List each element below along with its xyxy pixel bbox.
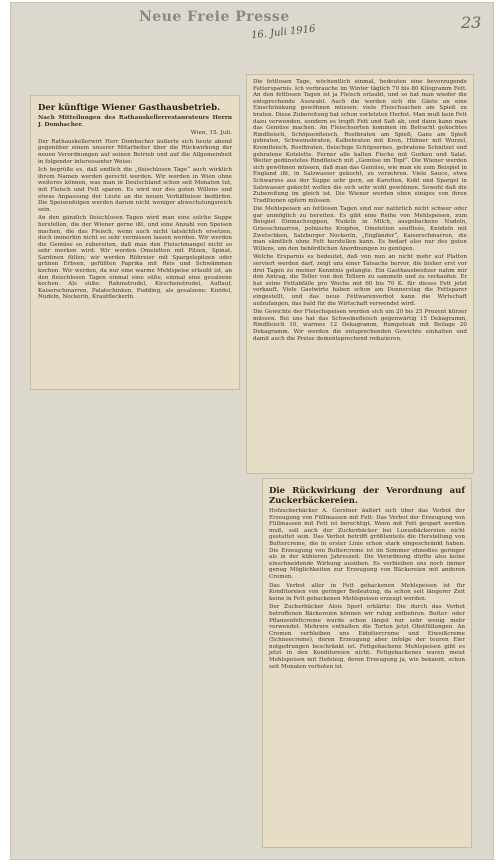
article-headline: Die Rückwirkung der Verordnung auf Zuckerbäckereien.: [269, 486, 465, 506]
article-dateline: Wien, 15. Juli.: [190, 130, 232, 137]
article-paragraph: Hofzuckerbäcker A. Gerstner äußert sich über das Verbot der Erzeugung von Füllmassen mit Fett: Das Verbot der Erzeugung von Füllmassen mit Fett ist berechtigt. Wenn mit Fett gespart werden muß, soll auch der Zuckerbäcker bei Luxusbäckereien nicht gestattet sein. Das Verbot betrifft größtenteils die Herstellung von Buttercreme, die in erster Linie schon stark eingeschränkt haben. Die Erzeugung von Buttercreme ist im Sommer ohnedies geringer als in der kühleren Jahreszeit. Die Verordnung dürfte also keine einschneidende Wirkung ausüben. Es verbleiben uns noch immer genug Möglichkeiten zur Erzeugung von Bäckereien mit anderen Cremen.: [269, 508, 465, 580]
article-paragraph: Das Verbot aller in Fett gebackenen Mehlspeisen ist für Konditoreien von geringer Bedeutung, da schon seit längerer Zeit keine in Fett gebackenen Mehlspeisen erzeugt werden.: [269, 582, 465, 602]
newspaper-masthead: Neue Freie Presse: [139, 9, 290, 25]
article-byline: Nach Mitteilungen des Rathauskellerrestaurateurs Herrn J. Dombacher.: [38, 115, 232, 128]
article-paragraph: An den gänzlich fleischlosen Tagen wird man eine solche Suppe herstellen, die der Wiener gerne ißt, und eine Anzahl von Speisen machen, die das Fleisch, wenn auch nicht tatsächlich ersetzen, doch immerhin nicht so sehr vermissen lassen werden. Wir werden die Gemüse so zubereiten, daß man den Fleischmangel nicht so sehr merken wird. Wir werden Omeletten mit Pilzen, Spinat, Sardinen füllen; wir werden Rühreier mit Spargelspitzen oder grünen Erbsen, gefüllten Paprika mit Reis und Schwämmen kochen. Wir werden, da nur eine warme Mehlspeise erlaubt ist, an den fleischlosen Tagen einmal eine süße, einmal eine gesalzene kochen. Als süße: Rahmstrudel, Kirschenstrudel, Auflauf, Kaiserschmarren, Palatschinken, Pudding, als gesalzene: Knödel, Nudeln, Nockerln, Krautfleckerln.: [38, 215, 232, 301]
article-paragraph: Die Mehlspeisen an fettlosen Tagen sind nur natürlich nicht schwer oder gar unmöglich zu bereiten. Es gibt eine Reihe von Mehlspeisen, zum Beispiel Einmachsuppen, Nudeln in Milch, ausgebackene Nudeln, Griesschmarren, polnische Krapfen, Omeletten souffleés, Knödeln mit Zwetschken, Salzburger Nockerln, „Engländer“, Kaiserschmarren, die man sämtlich ohne Fett herstellen kann. Es bedarf also nur des guten Willens, um den behördlichen Anordnungen zu genügen.: [253, 206, 467, 252]
article-headline: Der künftige Wiener Gasthausbetrieb.: [38, 103, 221, 113]
article-paragraph: Die fettlosen Tage, wöchentlich einmal, bedeuten eine bevorzugende Fettersparnis. Ich verbrauche im Winter täglich 70 bis 80 Kilogramm Fett. An den fettlosen Tagen ist ja Fleisch erlaubt, und so hat man wieder die entsprechende Auswahl. Auch die werden sich die Gäste an eine Einschränkung gewöhnen müssen: viele Fleischsachen am Spieß zu braten. Diese Zubereitung hat schon vorletzten Herbst. Man muß kein Fett dazu verwenden, sondern es tropft Fett und Saft ab, und dann kann man das Gemüse machen. An Fleischsorten kommen im Betracht gekochtes Rindfleisch, Schöpsenfleisch, Rostbraten am Spieß, Gans am Spieß gebraten, Schweinsbraten, Kalbsbraten mit Kren, Hühner mit Wurzel, Kremfleisch, Rostbraten, fleischige Schöpsernes, gebratene Schnitzel und gebratene Koteletts. Ferner alle kalten Fische mit Gurken und Salat. Weiter gedünstetes Rindfleisch mit „Gemüse im Topf“. Die Wiener werden sich gewöhnen müssen, daß man das Gemüse, wie man sie zum Beispiel in England ißt, in Salzwasser gekocht, zu verzehren. Viele Sauce, etwa Schwarzes aus der Suppe sehr gern, an Karotten, Kohl und Spargel in Salzwasser gekocht wollen die sich sehr wohl gewöhnen. Sowohl daß die Zubereitung im gleich ist. Die Wiener werden eben einiges von ihren Traditionen opfern müssen.: [253, 79, 467, 204]
article-paragraph: Ich begrüße es, daß endlich die „fleischlosen Tage“ auch wirklich ihrem Namen werden gerecht werden. Wir werden in Wien ohne weiteres können, was man in Deutschland schon seit Monaten tut, mit Fleisch und Fett sparen. Es wird nur des guten Willens und etwas Anpassung der Leute an die neuen Verhältnisse bedürfen. Die Speisenfolgen werden darum nicht weniger abwechslungsreich sein.: [38, 167, 232, 213]
handwritten-date: 16. Juli 1916: [250, 23, 316, 42]
page-number: 23: [461, 13, 482, 32]
article-paragraph: Welche Ersparnis es bedeutet, daß von nun an nicht mehr auf Platten serviert werden darf, zeigt uns einer Tatsache hervor, die bisher erst vor drei Tagen zu meiner Kenntnis gelangte. Ein Gasthausbesitzer nahm mir den Antrag, die Teller von den Tellern zu sammeln und zu verkaufen. Er hat seine Fettabfälle pro Woche mit 60 bis 70 K. für dieses Fett jetzt verkauft. Viele Gastwirte haben schon am Donnerstag die Fettsparer eingestellt, und das neue Fettwarenverbot kann die Wirtschaft aufzufangen, das bald für die Wirtschaft verwendet wird.: [253, 254, 467, 307]
article-paragraph: Der Zuckerbäcker Alois Sporl erklärte: Die durch das Verbot betroffenen Bäckereien können wir ruhig entbehren. Butter- oder Pflanzenfettcreme wurde schon längst nur sehr wenig mehr verwendet. Mehrere enthalten die Torten jetzt Obstfüllungen. An Cremen verbleiben uns Eidottercreme und Eiweißcreme (Schneecreme), deren Erzeugung aber infolge der teuren Eier notgedrungen beschränkt ist. Fettgebackene Mehlspeisen gibt es jetzt in den Konditoreien nicht. Fettgebackenes waren meist Mehlspeisen mit Hefeteig, deren Erzeugung ja, wie bekannt, schon seit Monaten verboten ist.: [269, 604, 465, 670]
article-paragraph: Die Gewichte der Fleischspeisen werden sich um 20 bis 25 Prozent kürzer müssen. Bei uns hat das Schweinefleisch gegenwärtig 15 Dekagramm, Rindfleisch 10, warmes 12 Dekagramm, Rumpsteak mit Beilage 20 Dekagramm. Wir werden die entsprechenden Gewichte einhalten und damit auch die Preise dementsprechend reduzieren.: [253, 309, 467, 342]
clipping-gasthausbetrieb: [30, 95, 240, 390]
article-paragraph: Der Rathauskellerwirt Herr Dombacher äußerte sich heute abend gegenüber einem unserer Mitarbeiter über die Rückwirkung der neuen Verordnungen auf seinen Betrieb und auf die Allgemeinheit in folgender interessanter Weise:: [38, 138, 232, 165]
clipping-fettlose-tage: [246, 74, 474, 474]
clipping-zuckerbaeckereien: [262, 478, 472, 848]
